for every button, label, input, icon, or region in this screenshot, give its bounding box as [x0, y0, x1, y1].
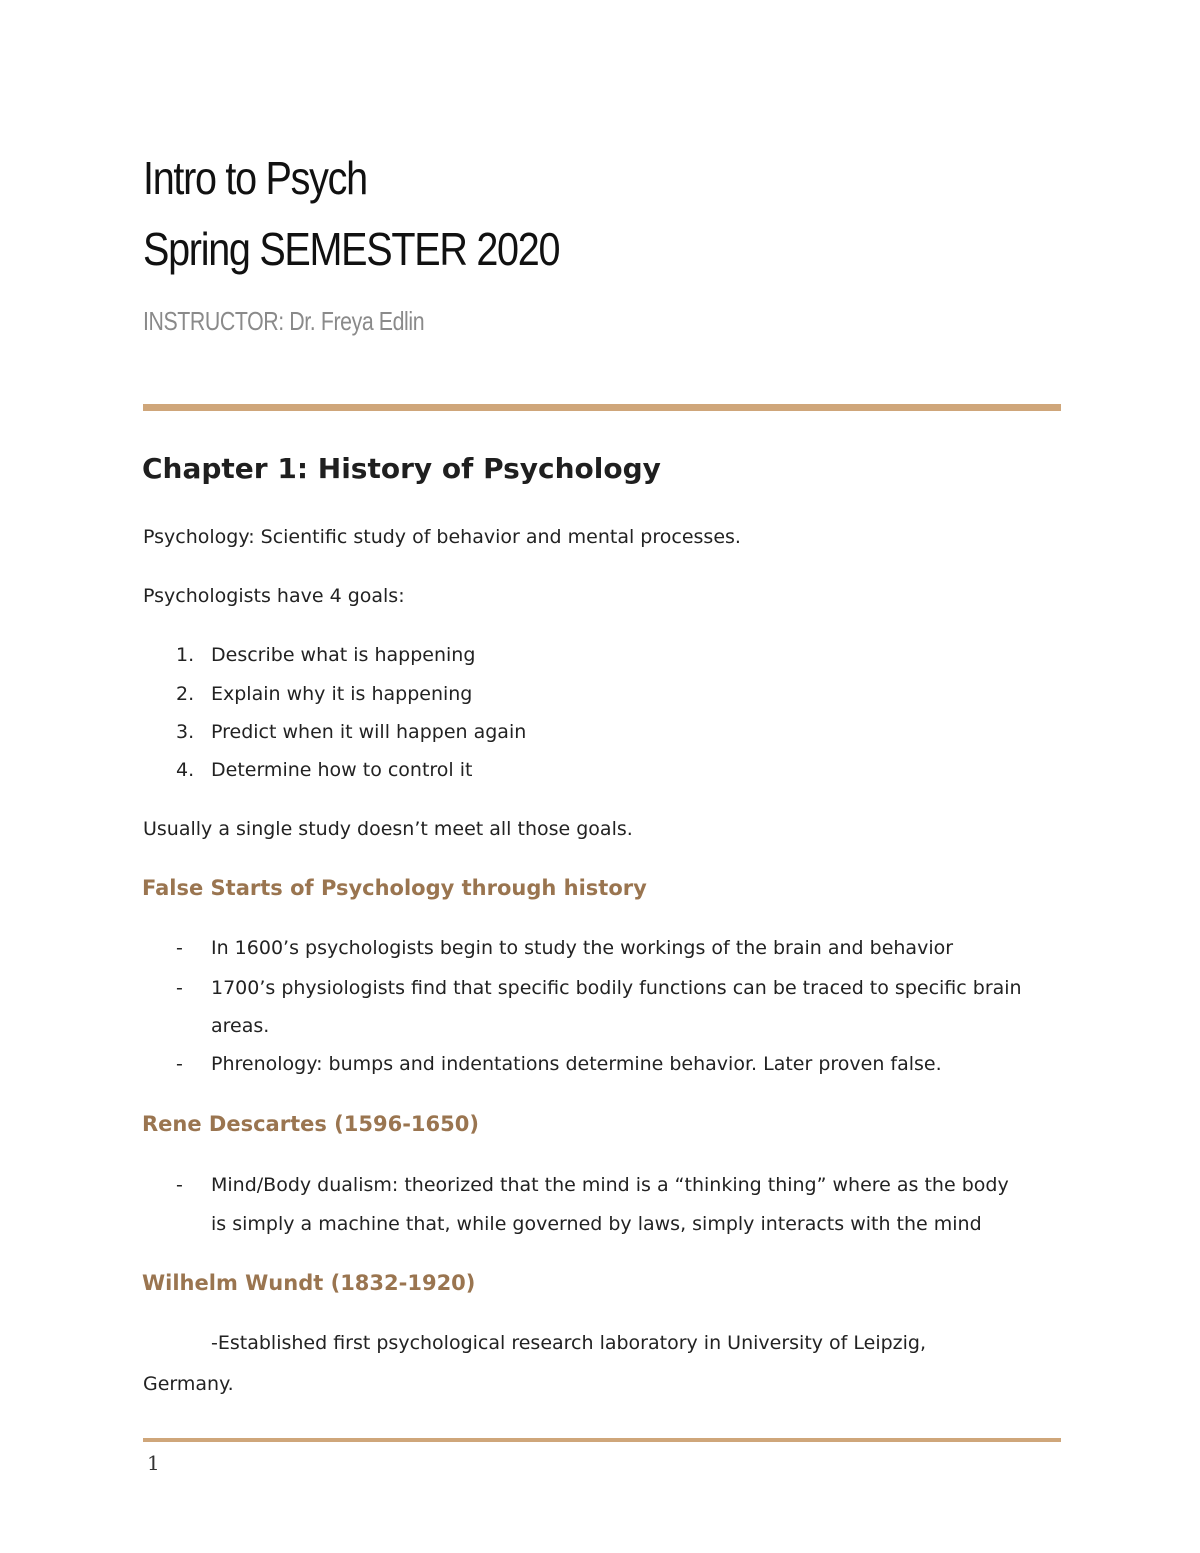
goals-intro: Psychologists have 4 goals:: [143, 585, 405, 607]
course-title: Intro to Psych: [143, 152, 367, 204]
footer-divider: [143, 1438, 1061, 1442]
header-divider: [143, 404, 1061, 411]
list-item-text: Mind/Body dualism: theorized that the mind is a “thinking thing” where as the body: [211, 1174, 1009, 1196]
list-number: 4.: [176, 759, 195, 781]
bullet-dash: -: [176, 1053, 183, 1075]
list-item-text: Predict when it will happen again: [211, 721, 527, 743]
list-number: 2.: [176, 683, 195, 705]
list-item-text: In 1600’s psychologists begin to study the workings of the brain and behavior: [211, 937, 954, 959]
bullet-dash: -: [176, 977, 183, 999]
section-heading-descartes: Rene Descartes (1596-1650): [142, 1112, 479, 1136]
list-item-text: areas.: [211, 1015, 270, 1037]
list-number: 3.: [176, 721, 195, 743]
list-item-text: Explain why it is happening: [211, 683, 473, 705]
list-item-text: Describe what is happening: [211, 644, 476, 666]
wundt-paragraph-line1: -Established first psychological research laboratory in University of Leipzig,: [211, 1332, 927, 1354]
chapter-title: Chapter 1: History of Psychology: [142, 452, 661, 485]
list-item-text: Phrenology: bumps and indentations determine behavior. Later proven false.: [211, 1053, 942, 1075]
list-item-text: 1700’s physiologists find that specific bodily functions can be traced to specific brain: [211, 977, 1022, 999]
page-number: 1: [147, 1451, 160, 1475]
bullet-dash: -: [176, 1174, 183, 1196]
list-number: 1.: [176, 644, 195, 666]
section-heading-wundt: Wilhelm Wundt (1832-1920): [142, 1271, 476, 1295]
wundt-paragraph-line2: Germany.: [143, 1373, 234, 1395]
bullet-dash: -: [176, 937, 183, 959]
instructor-line: INSTRUCTOR: Dr. Freya Edlin: [143, 306, 425, 336]
list-item-text: is simply a machine that, while governed by laws, simply interacts with the mind: [211, 1213, 982, 1235]
section-heading-false-starts: False Starts of Psychology through history: [142, 876, 647, 900]
psychology-definition: Psychology: Scientific study of behavior and mental processes.: [143, 526, 741, 548]
goals-note: Usually a single study doesn’t meet all those goals.: [143, 818, 633, 840]
semester-title: Spring SEMESTER 2020: [143, 223, 560, 275]
list-item-text: Determine how to control it: [211, 759, 473, 781]
